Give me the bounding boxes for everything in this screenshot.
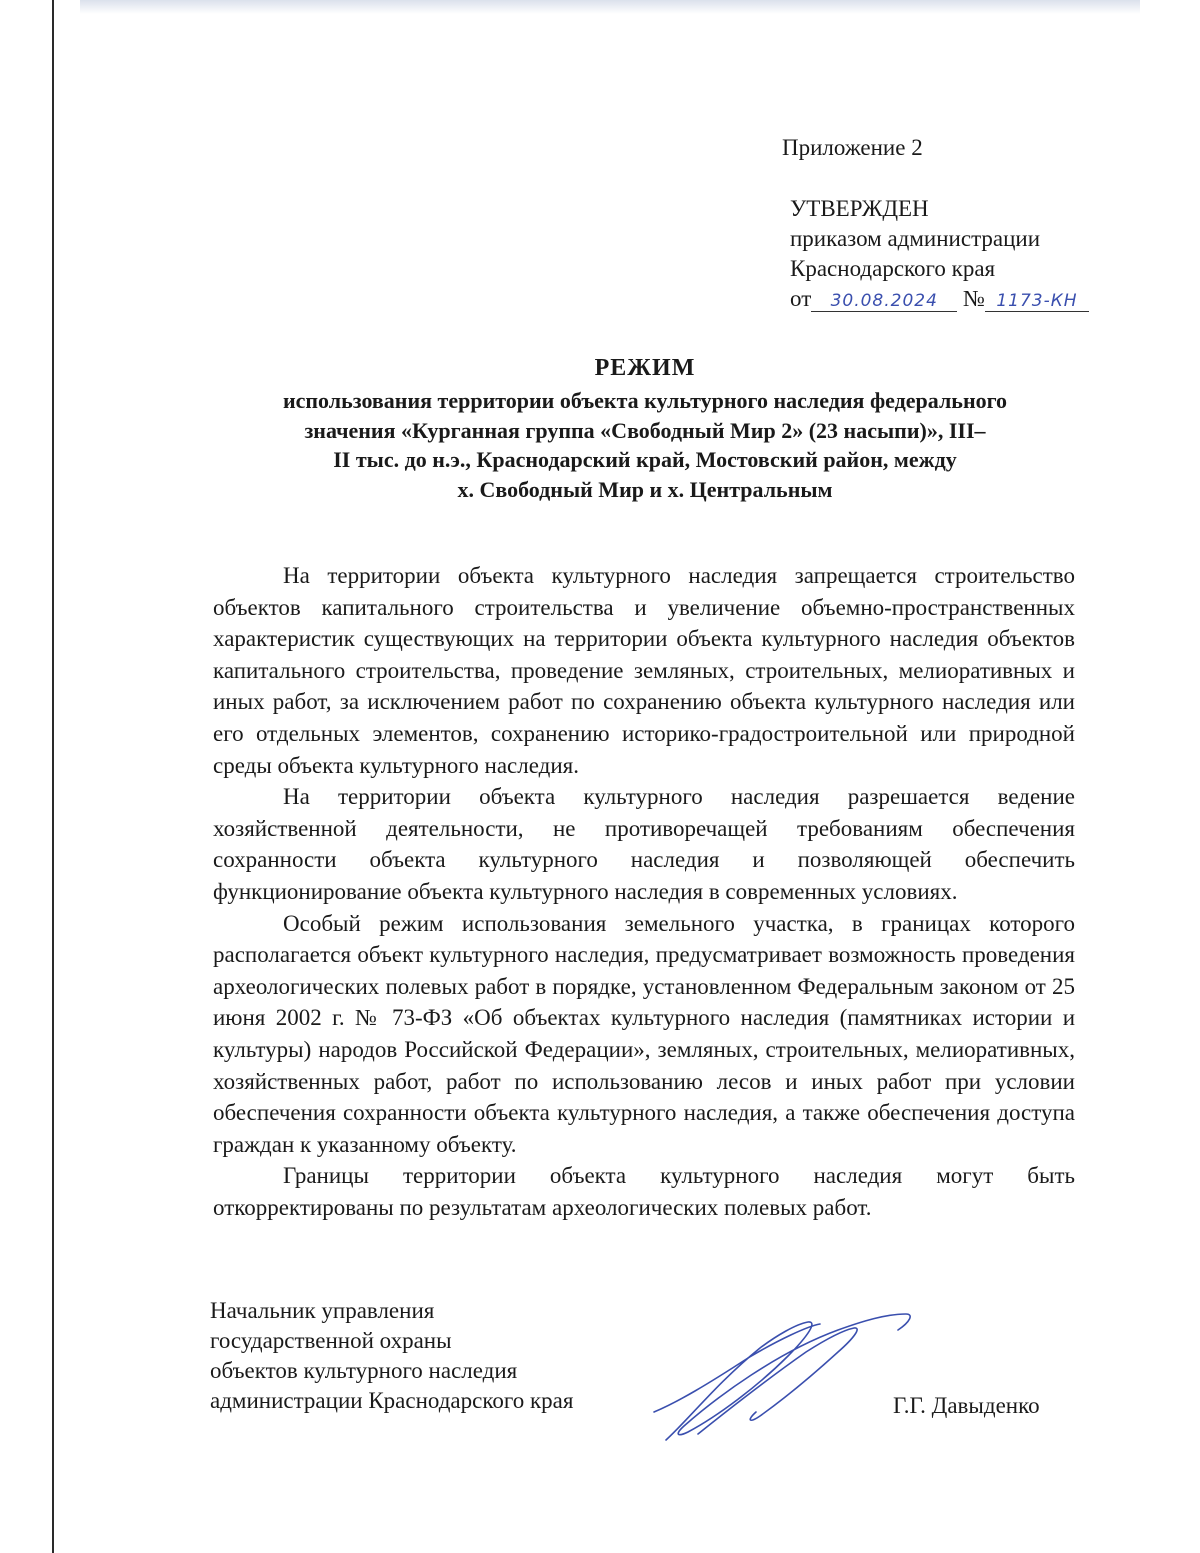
approved-label: УТВЕРЖДЕН: [790, 196, 929, 221]
title-line-3: II тыс. до н.э., Краснодарский край, Мостовский район, между: [333, 447, 957, 472]
signatory-name: Г.Г. Давыденко: [893, 1393, 1040, 1418]
body-paragraph-permitted-activity: На территории объекта культурного наследия разрешается ведение хозяйственной деятельности, не противоречащей требованиям обеспечения сохранности объекта культурного наследия и позволяющей обеспечить функционирование объекта культурного наследия в современных условиях.: [213, 784, 1075, 904]
body-paragraph-boundaries: Границы территории объекта культурного наследия могут быть откорректированы по результатам археологических полевых работ.: [213, 1163, 1075, 1220]
document-body: [213, 560, 1075, 1223]
handwritten-number: 1173-КН: [985, 291, 1089, 312]
date-prefix: от: [790, 286, 812, 311]
approval-stamp-block: [782, 133, 1089, 314]
handwritten-signature: [648, 1300, 918, 1450]
signatory-line-2: государственной охраны: [210, 1328, 452, 1353]
document-title: РЕЖИМ: [594, 355, 696, 381]
approval-line-order: приказом администрации: [790, 226, 1041, 251]
body-paragraph-special-regime: Особый режим использования земельного участка, в границах которого располагается объект культурного наследия, предусматривает возможность проведения археологических полевых работ в порядке, установленном Федеральным законом от 25 июня 2002 г. № 73-ФЗ «Об объектах культурного наследия (памятниках истории и культуры) народов Российской Федерации», земляных, строительных, мелиоративных, хозяйственных работ, работ по использованию лесов и иных работ при условии обеспечения сохранности объекта культурного наследия, а также обеспечения доступа граждан к указанному объекту.: [213, 910, 1075, 1157]
scan-edge-shadow: [80, 0, 1140, 14]
approval-date-number-line: [790, 284, 1089, 314]
approval-line-region: Краснодарского края: [790, 256, 996, 281]
handwritten-date: 30.08.2024: [811, 291, 957, 312]
signatory-line-1: Начальник управления: [210, 1298, 435, 1323]
body-paragraph-prohibitions: На территории объекта культурного наследия запрещается строительство объектов капитального строительства и увеличение объемно-пространственных характеристик существующих на территории объекта культурного наследия объектов капитального строительства, проведение земляных, строительных, мелиоративных и иных работ, за исключением работ по сохранению объекта культурного наследия или его отдельных элементов, сохранению историко-градостроительной или природной среды объекта культурного наследия.: [213, 563, 1075, 778]
signatory-line-3: объектов культурного наследия: [210, 1358, 518, 1383]
document-title-block: [215, 352, 1075, 504]
number-prefix: №: [963, 286, 985, 311]
title-line-4: х. Свободный Мир и х. Центральным: [457, 476, 833, 502]
signatory-position: [210, 1296, 573, 1416]
title-line-1: использования территории объекта культурного наследия федерального: [282, 388, 1008, 413]
page-left-border: [52, 0, 54, 1553]
appendix-label: Приложение 2: [782, 135, 923, 160]
signatory-line-4: администрации Краснодарского края: [210, 1388, 574, 1413]
title-line-2: значения «Курганная группа «Свободный Мир 2» (23 насыпи)», III–: [304, 417, 986, 443]
